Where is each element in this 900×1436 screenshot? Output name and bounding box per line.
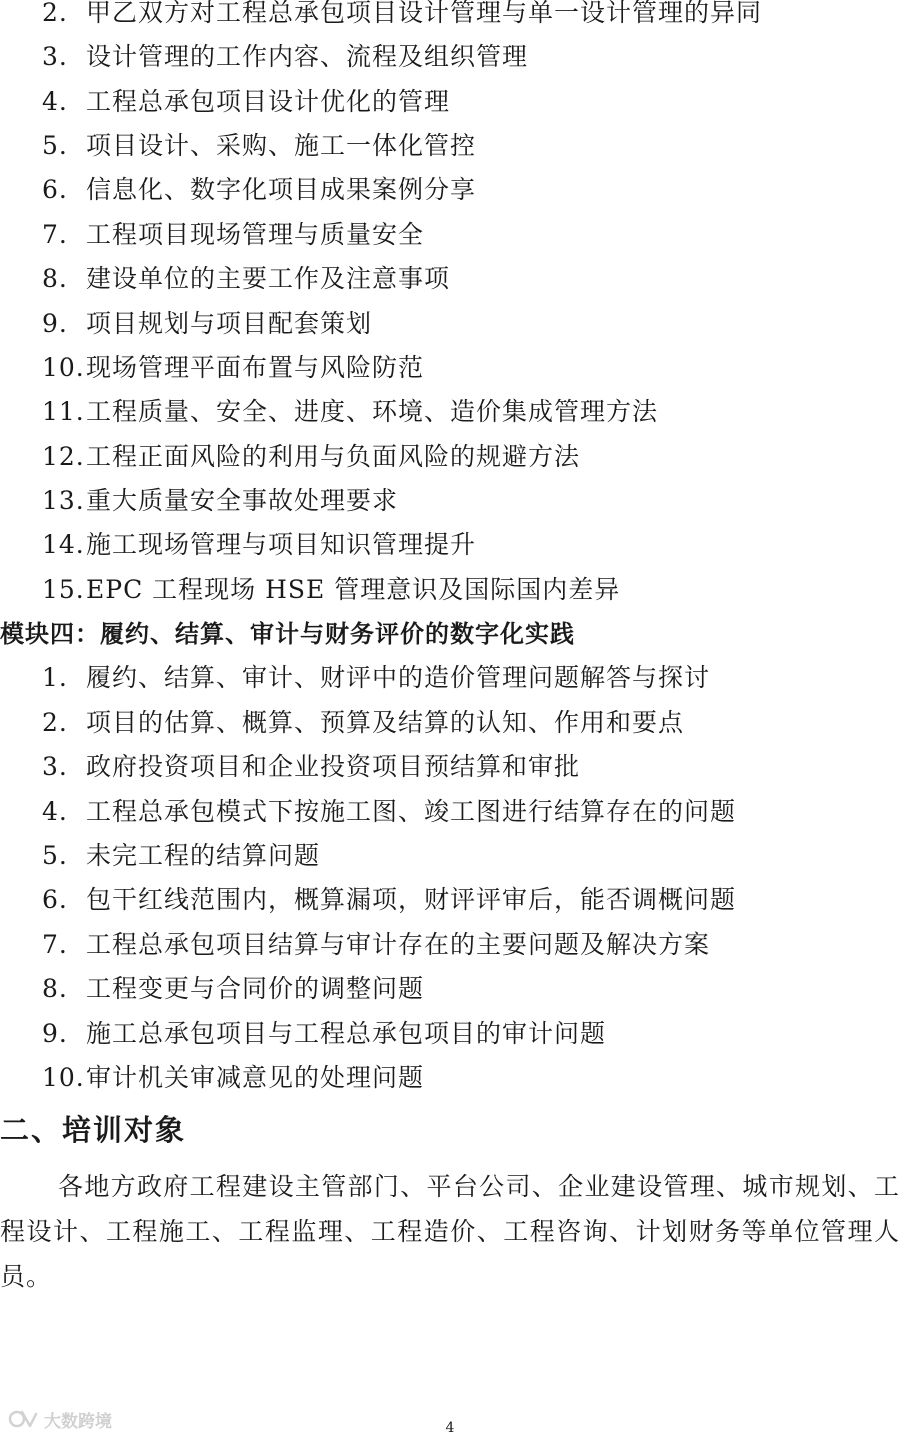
list-item-text: 项目设计、采购、施工一体化管控 — [86, 131, 477, 160]
list-item — [42, 568, 620, 612]
list-item-text: 工程正面风险的利用与负面风险的规避方法 — [86, 442, 581, 471]
list-item-text: 项目的估算、概算、预算及结算的认知、作用和要点 — [86, 708, 685, 737]
list-item-text: 信息化、数字化项目成果案例分享 — [86, 175, 477, 204]
list-item-number: 1. — [42, 663, 68, 692]
list-item-text: 工程变更与合同价的调整问题 — [86, 974, 425, 1003]
list-item-number: 8. — [42, 264, 68, 293]
list-item-number: 7. — [42, 220, 68, 249]
list-item-number: 8. — [42, 974, 68, 1003]
list-item — [42, 967, 424, 1011]
list-item-number: 4. — [42, 87, 68, 116]
page-number: 4 — [445, 1420, 455, 1436]
list-item-number: 15. — [42, 575, 85, 604]
list-item — [42, 124, 476, 168]
list-item-text: 工程总承包项目设计优化的管理 — [86, 87, 451, 116]
list-item-text: 审计机关审减意见的处理问题 — [86, 1063, 425, 1092]
list-item-number: 11. — [42, 397, 85, 426]
list-item-number: 2. — [42, 708, 68, 737]
list-item-text: 包干红线范围内，概算漏项，财评评审后，能否调概问题 — [86, 885, 737, 914]
list-item-text: 建设单位的主要工作及注意事项 — [86, 264, 451, 293]
list-item-number: 9. — [42, 309, 68, 338]
list-item-text: 履约、结算、审计、财评中的造价管理问题解答与探讨 — [86, 663, 711, 692]
list-item-text: 工程总承包项目结算与审计存在的主要问题及解决方案 — [86, 930, 711, 959]
list-item-number: 5. — [42, 131, 68, 160]
section-heading: 二、培训对象 — [0, 1113, 187, 1147]
list-item-number: 9. — [42, 1019, 68, 1048]
list-item — [42, 745, 580, 789]
watermark-text: 大数跨境 — [44, 1411, 112, 1432]
module-heading: 模块四：履约、结算、审计与财务评价的数字化实践 — [0, 620, 575, 648]
list-item-text: 施工现场管理与项目知识管理提升 — [86, 530, 477, 559]
list-item — [42, 878, 736, 922]
list-item-number: 7. — [42, 930, 68, 959]
list-item — [42, 35, 528, 79]
list-item-text: EPC 工程现场 HSE 管理意识及国际国内差异 — [86, 575, 621, 604]
list-item — [42, 390, 658, 434]
list-item-text: 甲乙双方对工程总承包项目设计管理与单一设计管理的异同 — [86, 0, 763, 27]
list-item-number: 3. — [42, 752, 68, 781]
list-item — [42, 834, 320, 878]
list-item-text: 设计管理的工作内容、流程及组织管理 — [86, 42, 529, 71]
list-item — [42, 80, 450, 124]
list-item-text: 现场管理平面布置与风险防范 — [86, 353, 425, 382]
list-item — [42, 790, 736, 834]
list-item-number: 3. — [42, 42, 68, 71]
list-item-number: 2. — [42, 0, 68, 27]
list-item — [42, 701, 684, 745]
list-item-number: 6. — [42, 885, 68, 914]
list-item — [42, 523, 476, 567]
list-item-text: 政府投资项目和企业投资项目预结算和审批 — [86, 752, 581, 781]
list-item — [42, 168, 476, 212]
list-item-text: 工程项目现场管理与质量安全 — [86, 220, 425, 249]
list-item-text: 未完工程的结算问题 — [86, 841, 321, 870]
list-item — [42, 257, 450, 301]
list-item — [42, 923, 710, 967]
list-item — [42, 656, 710, 700]
list-item-number: 5. — [42, 841, 68, 870]
list-item — [42, 213, 424, 257]
list-item — [42, 302, 372, 346]
list-item-text: 工程总承包模式下按施工图、竣工图进行结算存在的问题 — [86, 797, 737, 826]
list-item-text: 重大质量安全事故处理要求 — [86, 486, 399, 515]
list-item — [42, 479, 398, 523]
list-item — [42, 1056, 424, 1100]
list-item-number: 10. — [42, 353, 85, 382]
body-paragraph: 各地方政府工程建设主管部门、平台公司、企业建设管理、城市规划、工程设计、工程施工、工程监理、工程造价、工程咨询、计划财务等单位管理人员。 — [0, 1172, 900, 1291]
list-item — [42, 435, 580, 479]
list-item-text: 工程质量、安全、进度、环境、造价集成管理方法 — [86, 397, 659, 426]
list-item-text: 项目规划与项目配套策划 — [86, 309, 373, 338]
list-item-text: 施工总承包项目与工程总承包项目的审计问题 — [86, 1019, 607, 1048]
list-item-number: 14. — [42, 530, 85, 559]
list-item-number: 10. — [42, 1063, 85, 1092]
list-item — [42, 1012, 606, 1056]
list-item-number: 13. — [42, 486, 85, 515]
list-item — [42, 346, 424, 390]
list-item-number: 12. — [42, 442, 85, 471]
list-item-number: 6. — [42, 175, 68, 204]
list-item — [42, 0, 762, 35]
list-item-number: 4. — [42, 797, 68, 826]
